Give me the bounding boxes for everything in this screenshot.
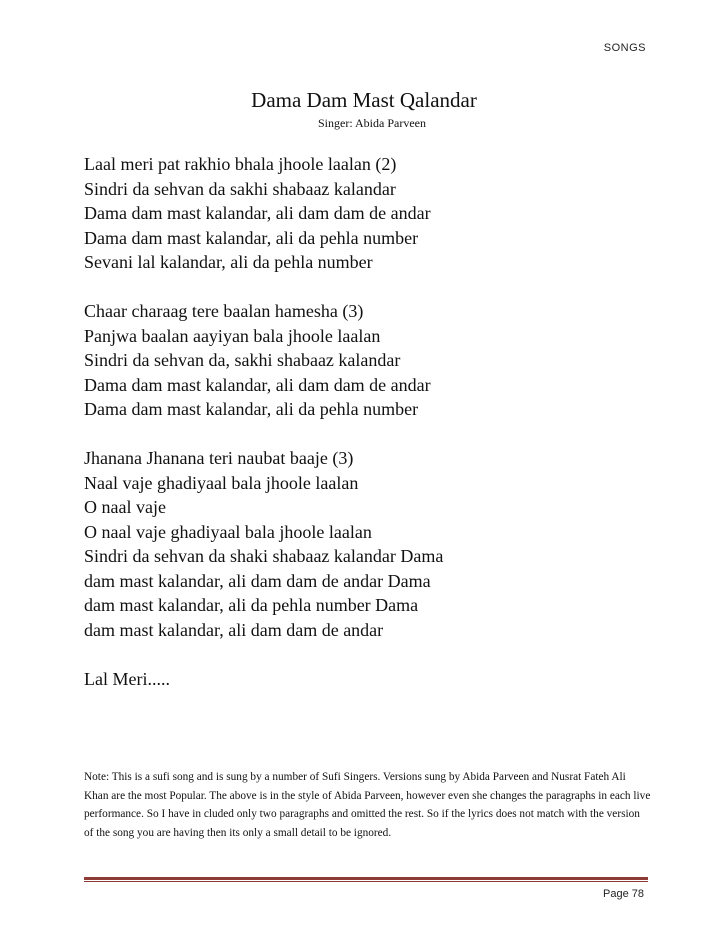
lyric-line: dam mast kalandar, ali dam dam de andar — [84, 619, 384, 640]
lyric-line: Dama dam mast kalandar, ali dam dam de andar — [84, 203, 431, 223]
lyric-line: Sevani lal kalandar, ali da pehla number — [84, 252, 373, 272]
lyric-line: Dama dam mast kalandar, ali da pehla number — [84, 399, 419, 419]
lyric-line: Dama dam mast kalandar, ali dam dam de andar — [84, 374, 431, 395]
footer-rule-thick — [84, 877, 648, 880]
lyric-line: Sindri da sehvan da shaki shabaaz kalandar Dama — [84, 546, 444, 566]
page-number: Page 78 — [603, 888, 644, 900]
lyric-line: Panjwa baalan aayiyan bala jhoole laalan — [84, 325, 381, 346]
stanza — [84, 152, 664, 275]
lyric-line: Sindri da sehvan da sakhi shabaaz kalandar — [84, 178, 396, 199]
lyric-line: Dama dam mast kalandar, ali da pehla number — [84, 227, 419, 248]
lyric-line: O naal vaje — [84, 497, 166, 517]
lyric-line: dam mast kalandar, ali dam dam de andar Dama — [84, 570, 431, 591]
footer-rule-thin — [84, 881, 648, 882]
lyric-line: dam mast kalandar, ali da pehla number Dama — [84, 595, 419, 615]
lyric-line: Sindri da sehvan da, sakhi shabaaz kalandar — [84, 350, 401, 370]
singer-line: Singer: Abida Parveen — [318, 116, 426, 130]
stanza — [84, 667, 664, 692]
lyric-line: Laal meri pat rakhio bhala jhoole laalan (2) — [84, 154, 397, 174]
stanza — [84, 299, 664, 422]
lyric-line: O naal vaje ghadiyaal bala jhoole laalan — [84, 521, 372, 542]
lyric-line: Chaar charaag tere baalan hamesha (3) — [84, 301, 364, 321]
stanza — [84, 446, 664, 642]
lyrics-body — [84, 152, 664, 716]
lyric-line: Naal vaje ghadiyaal bala jhoole laalan — [84, 472, 359, 493]
song-title: Dama Dam Mast Qalandar — [251, 88, 477, 112]
lyric-line: Jhanana Jhanana teri naubat baaje (3) — [84, 448, 354, 468]
song-note: Note: This is a sufi song and is sung by a number of Sufi Singers. Versions sung by Abida Parveen and Nusrat Fateh Ali Khan are the most Popular. The above is in the style of Abida Parveen, however even she changes the paragraphs in each live performance. So I have in cluded only two paragraphs and omitted the rest. So if the lyrics does not match with the version of the song you are having then its only a small detail to be ignored. — [84, 771, 651, 839]
lyric-line: Lal Meri..... — [84, 668, 170, 689]
page-header: SONGS — [603, 42, 646, 54]
